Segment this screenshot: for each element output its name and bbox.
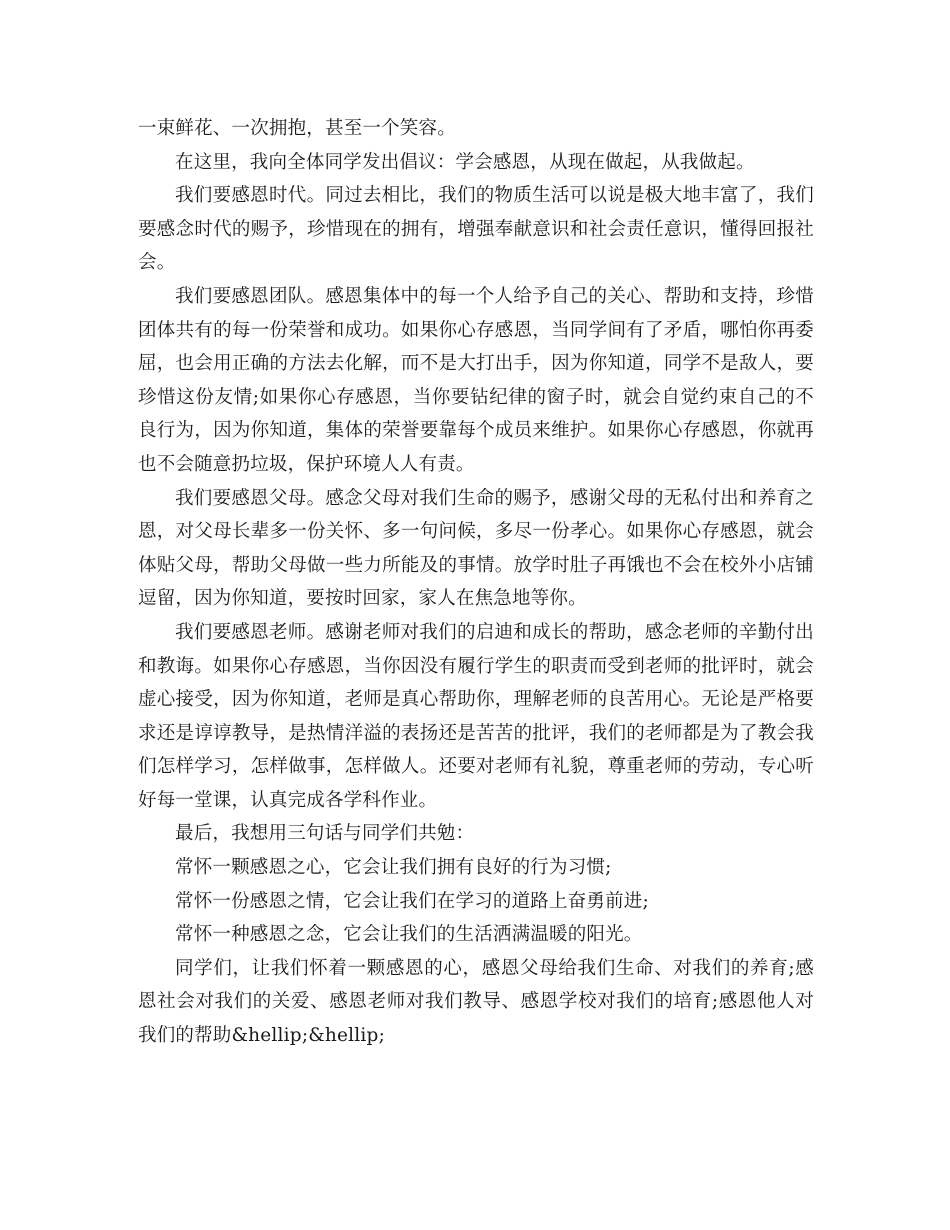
paragraph-4: 我们要感恩团队。感恩集体中的每一个人给予自己的关心、帮助和支持，珍惜团体共有的每一份荣誉和成功。如果你心存感恩，当同学间有了矛盾，哪怕你再委屈，也会用正确的方法去化解，而不是大打出手，因为你知道，同学不是敌人，要珍惜这份友情;如果你心存感恩，当你要钻纪律的窗子时，就会自觉约束自己的不良行为，因为你知道，集体的荣誉要靠每个成员来维护。如果你心存感恩，你就再也不会随意扔垃圾，保护环境人人有责。 <box>138 285 814 475</box>
paragraph-11: 同学们，让我们怀着一颗感恩的心，感恩父母给我们生命、对我们的养育;感恩社会对我们的关爱、感恩老师对我们教导、感恩学校对我们的培育;感恩他人对我们的帮助&hellip;&hellip; <box>138 957 814 1047</box>
paragraph-5: 我们要感恩父母。感念父母对我们生命的赐予，感谢父母的无私付出和养育之恩，对父母长辈多一份关怀、多一句问候，多尽一份孝心。如果你心存感恩，就会体贴父母，帮助父母做一些力所能及的事情。放学时肚子再饿也不会在校外小店铺逗留，因为你知道，要按时回家，家人在焦急地等你。 <box>138 487 814 610</box>
paragraph-6: 我们要感恩老师。感谢老师对我们的启迪和成长的帮助，感念老师的辛勤付出和教诲。如果你心存感恩，当你因没有履行学生的职责而受到老师的批评时，就会虚心接受，因为你知道，老师是真心帮助你，理解老师的良苦用心。无论是严格要求还是谆谆教导，是热情洋溢的表扬还是苦苦的批评，我们的老师都是为了教会我们怎样学习，怎样做事，怎样做人。还要对老师有礼貌，尊重老师的劳动，专心听好每一堂课，认真完成各学科作业。 <box>138 621 814 811</box>
paragraph-2: 在这里，我向全体同学发出倡议：学会感恩，从现在做起，从我做起。 <box>175 151 755 173</box>
paragraph-9: 常怀一份感恩之情，它会让我们在学习的道路上奋勇前进; <box>175 890 649 912</box>
paragraph-7: 最后，我想用三句话与同学们共勉： <box>175 823 475 845</box>
paragraph-10: 常怀一种感恩之念，它会让我们的生活洒满温暖的阳光。 <box>175 924 643 946</box>
paragraph-3: 我们要感恩时代。同过去相比，我们的物质生活可以说是极大地丰富了，我们要感念时代的赐予，珍惜现在的拥有，增强奉献意识和社会责任意识，懂得回报社会。 <box>138 185 814 274</box>
document-body <box>138 112 814 1053</box>
paragraph-8: 常怀一颗感恩之心，它会让我们拥有良好的行为习惯; <box>175 857 612 879</box>
paragraph-1: 一束鲜花、一次拥抱，甚至一个笑容。 <box>138 118 456 139</box>
